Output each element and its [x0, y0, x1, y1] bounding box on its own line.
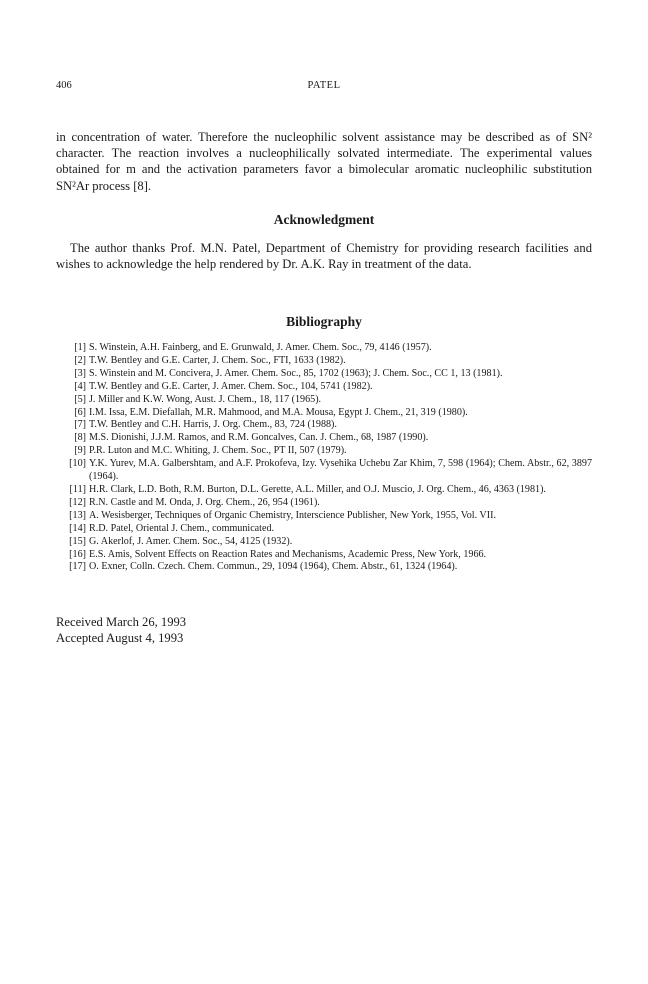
reference-text: R.D. Patel, Oriental J. Chem., communicated.: [89, 522, 275, 534]
reference-text: O. Exner, Colln. Czech. Chem. Commun., 29, 1094 (1964), Chem. Abstr., 61, 1324 (1964).: [89, 561, 458, 573]
reference-item: [56, 432, 592, 445]
reference-number: [12]: [69, 496, 86, 508]
reference-text: G. Akerlof, J. Amer. Chem. Soc., 54, 4125 (1932).: [89, 535, 293, 547]
reference-item: [56, 458, 592, 484]
submission-dates: [56, 614, 592, 646]
reference-item: [56, 368, 592, 381]
reference-number: [6]: [74, 406, 86, 418]
reference-item: [56, 407, 592, 420]
reference-text: R.N. Castle and M. Onda, J. Org. Chem., 26, 954 (1961).: [89, 496, 320, 508]
reference-list: [56, 342, 592, 574]
reference-number: [8]: [74, 432, 86, 444]
reference-item: [56, 419, 592, 432]
reference-number: [16]: [69, 548, 86, 560]
reference-number: [17]: [69, 561, 86, 573]
reference-number: [1]: [74, 342, 86, 353]
reference-number: [5]: [74, 393, 86, 405]
reference-text: T.W. Bentley and G.E. Carter, J. Chem. Soc., FTI, 1633 (1982).: [89, 354, 346, 366]
reference-text: M.S. Dionishi, J.J.M. Ramos, and R.M. Goncalves, Can. J. Chem., 68, 1987 (1990).: [89, 432, 429, 444]
reference-text: J. Miller and K.W. Wong, Aust. J. Chem., 18, 117 (1965).: [89, 393, 322, 405]
reference-number: [13]: [69, 509, 86, 521]
reference-item: [56, 523, 592, 536]
accepted-date: Accepted August 4, 1993: [56, 631, 184, 645]
reference-number: [10]: [69, 458, 86, 470]
reference-text: T.W. Bentley and C.H. Harris, J. Org. Chem., 83, 724 (1988).: [89, 419, 337, 431]
reference-text: P.R. Luton and M.C. Whiting, J. Chem. Soc., PT II, 507 (1979).: [89, 445, 347, 457]
reference-text: T.W. Bentley and G.E. Carter, J. Amer. Chem. Soc., 104, 5741 (1982).: [89, 380, 373, 392]
reference-item: [56, 484, 592, 497]
reference-number: [11]: [69, 483, 86, 495]
reference-text: Y.K. Yurev, M.A. Galbershtam, and A.F. Prokofeva, Izy. Vysehika Uchebu Zar Khim, 7, 598 (1964); Chem. Abstr., 62, 3897 (1964).: [89, 458, 592, 483]
reference-text: H.R. Clark, L.D. Both, R.M. Burton, D.L. Gerette, A.L. Miller, and O.J. Muscio, J. Org. Chem., 46, 4363 (1981).: [89, 483, 546, 495]
reference-number: [7]: [74, 419, 86, 431]
reference-text: S. Winstein, A.H. Fainberg, and E. Grunwald, J. Amer. Chem. Soc., 79, 4146 (1957).: [89, 342, 432, 353]
reference-item: [56, 549, 592, 562]
reference-number: [2]: [74, 354, 86, 366]
page-number: 406: [56, 80, 72, 91]
received-date: Received March 26, 1993: [56, 615, 187, 629]
reference-item: [56, 394, 592, 407]
reference-number: [14]: [69, 522, 86, 534]
reference-number: [9]: [74, 445, 86, 457]
reference-item: [56, 536, 592, 549]
reference-number: [3]: [74, 367, 86, 379]
acknowledgment-heading: Acknowledgment: [273, 212, 375, 227]
reference-item: [56, 342, 592, 355]
intro-paragraph: in concentration of water. Therefore the nucleophilic solvent assistance may be described as of SN² character. The reaction involves a nucleophilically solvated intermediate. The experimental values obtained for m and the activation parameters favor a bimolecular aromatic nucleophilic substitution SN²Ar process [8].: [56, 130, 592, 193]
reference-item: [56, 561, 592, 574]
reference-number: [4]: [74, 380, 86, 392]
reference-item: [56, 497, 592, 510]
reference-item: [56, 445, 592, 458]
running-title: PATEL: [307, 80, 341, 91]
reference-item: [56, 381, 592, 394]
reference-text: I.M. Issa, E.M. Diefallah, M.R. Mahmood, and M.A. Mousa, Egypt J. Chem., 21, 319 (1980).: [89, 406, 468, 418]
reference-item: [56, 355, 592, 368]
reference-number: [15]: [69, 535, 86, 547]
reference-text: S. Winstein and M. Concivera, J. Amer. Chem. Soc., 85, 1702 (1963); J. Chem. Soc., CC 1, 13 (1981).: [89, 367, 503, 379]
bibliography-heading: Bibliography: [286, 314, 362, 329]
acknowledgment-text: The author thanks Prof. M.N. Patel, Department of Chemistry for providing research facilities and wishes to acknowledge the help rendered by Dr. A.K. Ray in treatment of the data.: [56, 241, 592, 272]
reference-item: [56, 510, 592, 523]
reference-text: A. Wesisberger, Techniques of Organic Chemistry, Interscience Publisher, New York, 1955, Vol. VII.: [89, 509, 496, 521]
reference-text: E.S. Amis, Solvent Effects on Reaction Rates and Mechanisms, Academic Press, New York, 1966.: [89, 548, 487, 560]
